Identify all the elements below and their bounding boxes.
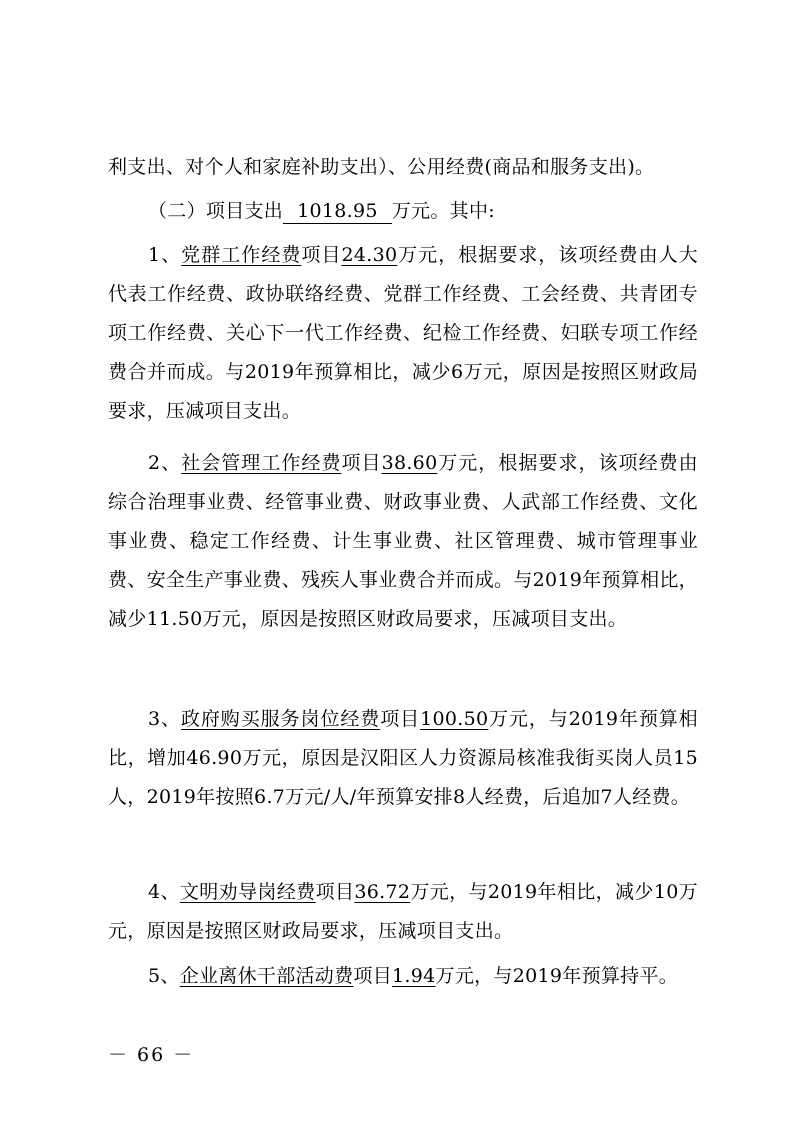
item-name: 党群工作经费 bbox=[181, 244, 302, 266]
paragraph-prefix: （二）项目支出 bbox=[148, 200, 284, 222]
item-amount: 1.94 bbox=[392, 965, 436, 987]
item-rest: 万元，与2019年相比，减少10万元，原因是按照区财政局要求，压减项目支出。 bbox=[108, 881, 698, 942]
item-amount: 36.72 bbox=[354, 881, 411, 903]
item-rest: 万元，与2019年预算持平。 bbox=[435, 965, 679, 987]
item-number: 2、 bbox=[148, 452, 182, 474]
item-number: 1、 bbox=[148, 244, 182, 266]
amount-blank: 1018.95 bbox=[283, 199, 392, 224]
item-amount: 38.60 bbox=[381, 452, 438, 474]
item-mid: 项目 bbox=[301, 244, 342, 266]
item-paragraph-5 bbox=[108, 957, 698, 996]
paragraph-suffix: 万元。其中: bbox=[391, 200, 495, 222]
item-name: 文明劝导岗经费 bbox=[179, 881, 316, 903]
item-mid: 项目 bbox=[341, 452, 382, 474]
item-number: 5、 bbox=[148, 965, 180, 987]
item-rest: 万元，与2019年预算相比，增加46.90万元，原因是汉阳区人力资源局核准我街买岗人员15人，2019年按照6.7万元/人/年预算安排8人经费，后追加7人经费。 bbox=[108, 708, 698, 808]
item-paragraph-2 bbox=[108, 444, 698, 639]
item-amount: 24.30 bbox=[341, 244, 398, 266]
page-number: － 66 － bbox=[108, 1044, 195, 1066]
item-amount: 100.50 bbox=[420, 708, 489, 730]
item-name: 政府购买服务岗位经费 bbox=[180, 708, 381, 730]
paragraph-continued bbox=[108, 148, 698, 187]
item-rest: 万元，根据要求，该项经费由综合治理事业费、经管事业费、财政事业费、人武部工作经费、文化事业费、稳定工作经费、计生事业费、社区管理费、城市管理事业费、安全生产事业费、残疾人事业费合并而成。与2019年预算相比，减少11.50万元，原因是按照区财政局要求，压减项目支出。 bbox=[108, 452, 698, 630]
item-paragraph-4 bbox=[108, 873, 698, 951]
item-name: 企业离休干部活动费 bbox=[179, 965, 354, 987]
item-mid: 项目 bbox=[380, 708, 421, 730]
item-paragraph-1 bbox=[108, 236, 698, 431]
item-mid: 项目 bbox=[315, 881, 355, 903]
item-paragraph-3 bbox=[108, 700, 698, 817]
item-rest: 万元，根据要求，该项经费由人大代表工作经费、政协联络经费、党群工作经费、工会经费、共青团专项工作经费、关心下一代工作经费、纪检工作经费、妇联专项工作经费合并而成。与2019年预算相比，减少6万元，原因是按照区财政局要求，压减项目支出。 bbox=[108, 244, 698, 422]
item-mid: 项目 bbox=[353, 965, 393, 987]
item-name: 社会管理工作经费 bbox=[181, 452, 342, 474]
paragraph-project-expenditure bbox=[108, 192, 698, 231]
item-number: 3、 bbox=[148, 708, 181, 730]
paragraph-text: 利支出、对个人和家庭补助支出）、公用经费(商品和服务支出)。 bbox=[108, 156, 655, 178]
item-number: 4、 bbox=[148, 881, 180, 903]
